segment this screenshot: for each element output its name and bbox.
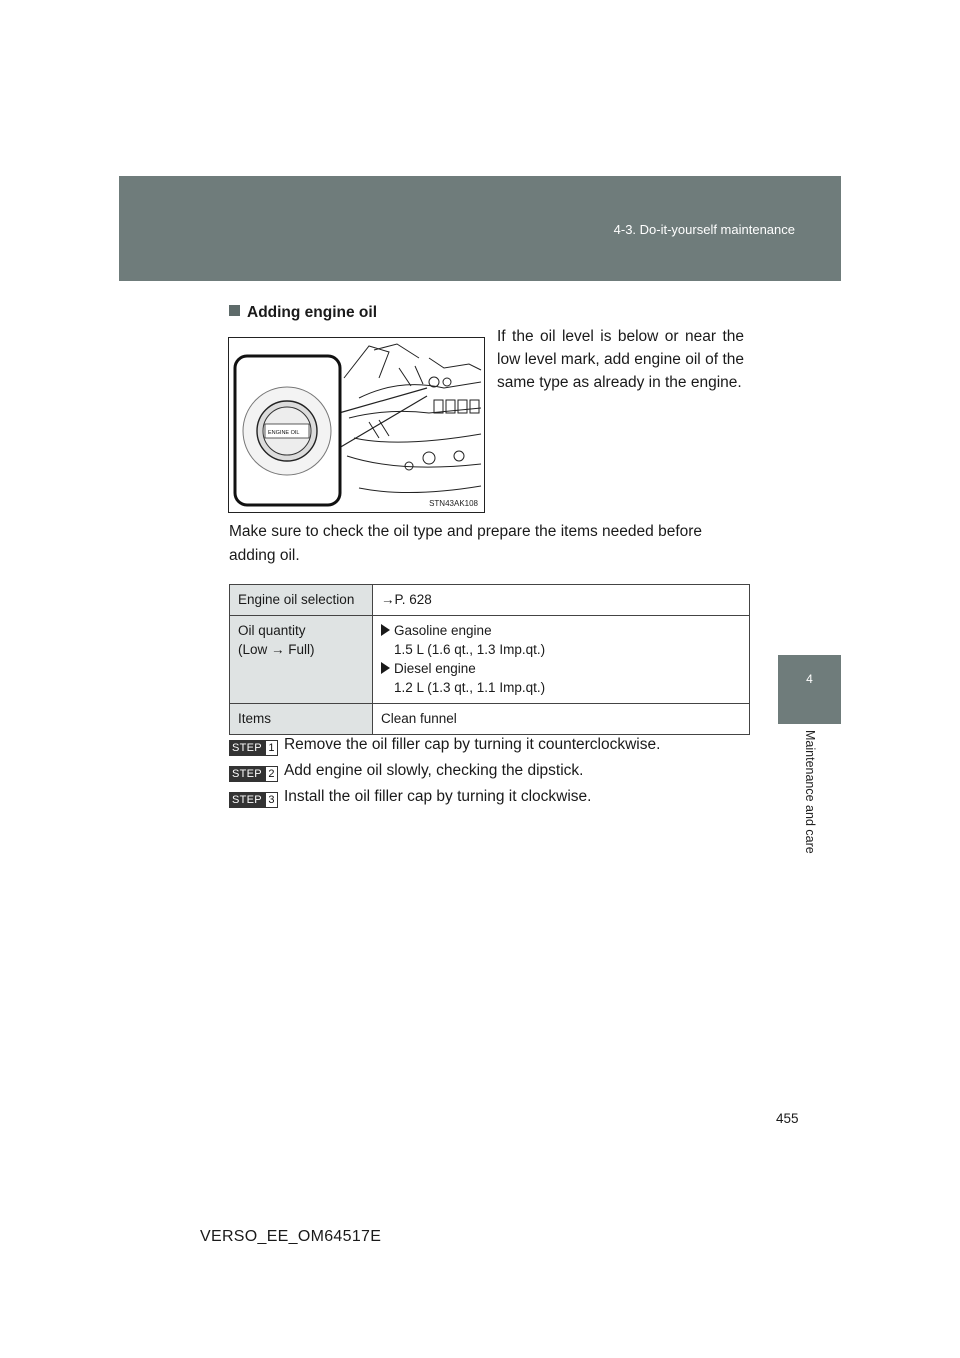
- step-badge: STEP 3: [229, 792, 278, 808]
- chapter-tab-label: [778, 724, 841, 894]
- table-value: [373, 616, 750, 704]
- list-item: [229, 785, 660, 811]
- gasoline-label: Gasoline engine: [394, 623, 492, 638]
- section-title: 4-3. Do-it-yourself maintenance: [613, 222, 795, 237]
- subheading: [229, 304, 377, 322]
- table-key: Items: [230, 704, 373, 735]
- engine-bay-illustration: [228, 337, 485, 513]
- oil-spec-table: [229, 584, 750, 735]
- document-code: VERSO_EE_OM64517E: [200, 1228, 382, 1245]
- table-key: Engine oil selection: [230, 585, 373, 616]
- figure-code: STN43AK108: [429, 499, 478, 508]
- table-value: →P. 628: [373, 585, 750, 616]
- lead-paragraph: Make sure to check the oil type and prepare the items needed before adding oil.: [229, 523, 703, 564]
- diesel-value: 1.2 L (1.3 qt., 1.1 Imp.qt.): [394, 680, 546, 695]
- list-item: [229, 759, 660, 785]
- oil-filler-cap-drawing: [229, 338, 484, 512]
- oil-quantity-label: Oil quantity: [238, 623, 306, 638]
- header-band: [119, 176, 841, 281]
- intro-paragraph: If the oil level is below or near the low level mark, add engine oil of the same type as already in the engine.: [497, 328, 744, 391]
- step-text: Remove the oil filler cap by turning it counterclockwise.: [283, 736, 661, 753]
- list-item: [229, 733, 660, 759]
- step-text: Add engine oil slowly, checking the dipstick.: [283, 762, 584, 779]
- gasoline-value: 1.5 L (1.6 qt., 1.3 Imp.qt.): [394, 642, 546, 657]
- subheading-text: Adding engine oil: [247, 304, 378, 321]
- oil-quantity-range: (Low → Full): [238, 642, 315, 657]
- triangle-bullet-icon: [381, 662, 390, 674]
- table-row: [230, 616, 750, 704]
- table-row: [230, 704, 750, 735]
- table-row: [230, 585, 750, 616]
- steps-list: [229, 733, 660, 811]
- chapter-tab-number: 4: [778, 655, 841, 724]
- cap-label-text: ENGINE OIL: [268, 430, 300, 436]
- step-badge: STEP 2: [229, 766, 278, 782]
- table-value: Clean funnel: [373, 704, 750, 735]
- page-number: 455: [776, 1111, 799, 1126]
- square-bullet-icon: [229, 305, 240, 316]
- triangle-bullet-icon: [381, 624, 390, 636]
- table-key: [230, 616, 373, 704]
- step-text: Install the oil filler cap by turning it clockwise.: [283, 788, 592, 805]
- step-badge: STEP 1: [229, 740, 278, 756]
- diesel-label: Diesel engine: [394, 661, 476, 676]
- chapter-tab-text: Maintenance and care: [802, 730, 817, 854]
